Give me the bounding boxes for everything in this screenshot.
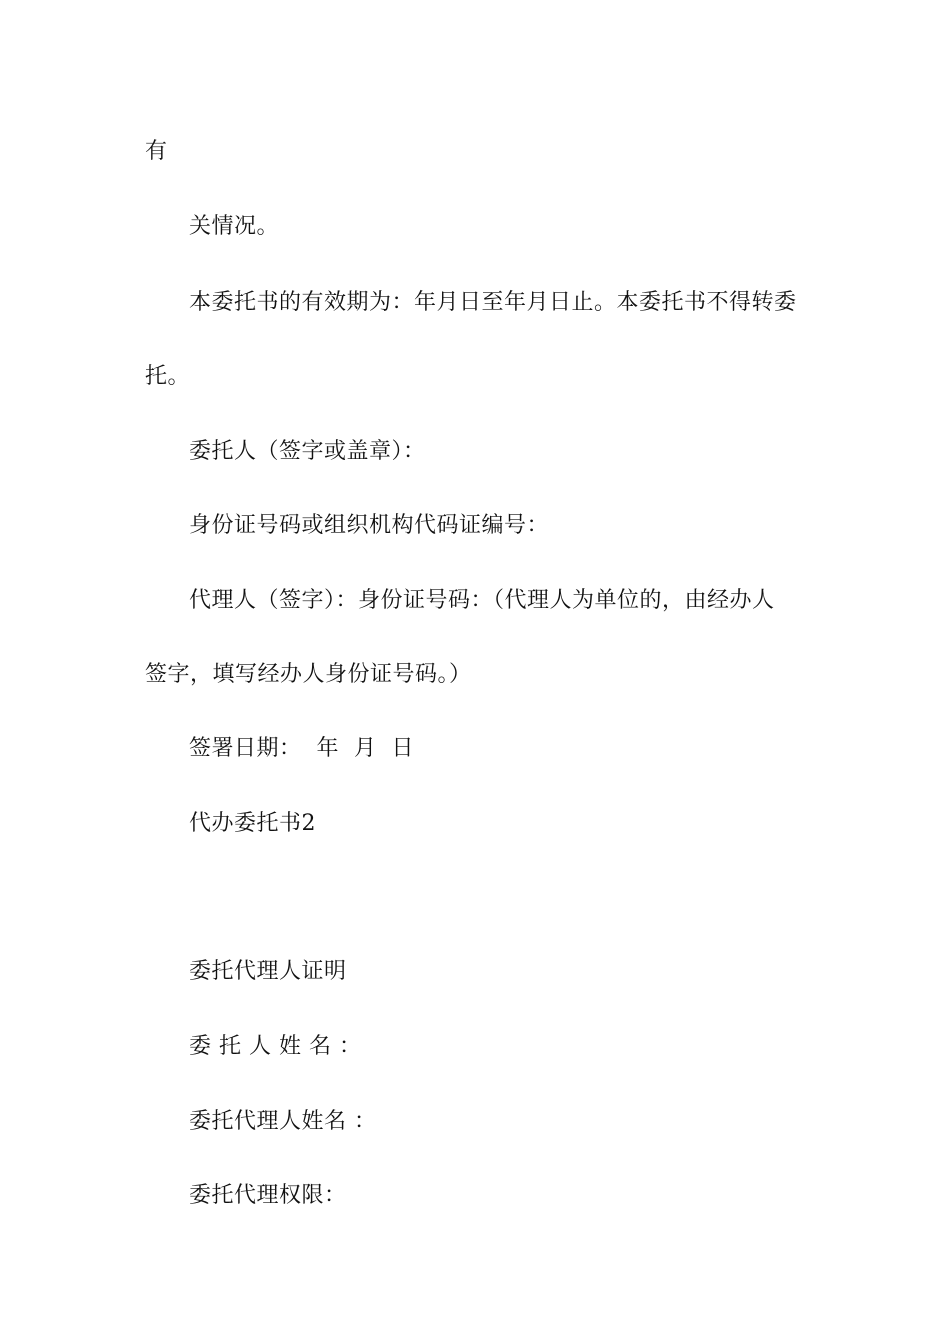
certificate-title: 委托代理人证明 bbox=[189, 959, 347, 984]
section-heading: 代办委托书2 bbox=[189, 811, 316, 836]
agent-name-label: 委托代理人姓名 ： bbox=[189, 1109, 377, 1134]
signing-date-label: 签署日期： 年 月 日 bbox=[189, 736, 414, 761]
id-number-label: 身份证号码或组织机构代码证编号： bbox=[189, 513, 550, 538]
text-line-2: 关情况。 bbox=[189, 214, 280, 239]
principal-signature-label: 委托人（签字或盖章）： bbox=[189, 439, 426, 464]
agency-authority-label: 委托代理权限： bbox=[189, 1183, 347, 1208]
agent-signature-paragraph-cont: 签字，填写经办人身份证号码。） bbox=[145, 662, 472, 687]
validity-paragraph: 本委托书的有效期为：年月日至年月日止。本委托书不得转委 bbox=[189, 290, 797, 315]
validity-paragraph-cont: 托。 bbox=[145, 364, 191, 389]
principal-name-label: 委 托 人 姓 名 ： bbox=[189, 1034, 362, 1059]
agent-signature-paragraph: 代理人（签字）：身份证号码：（代理人为单位的，由经办人 bbox=[189, 588, 775, 613]
text-line-1: 有 bbox=[145, 139, 168, 164]
